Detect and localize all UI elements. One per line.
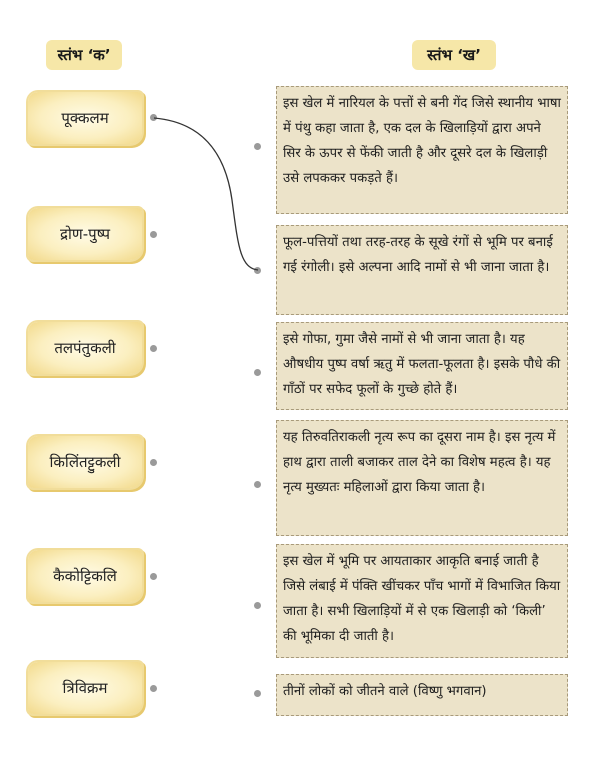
term-label: तलपंतुकली <box>54 339 116 357</box>
column-a-header: स्तंभ ‘क’ <box>46 40 122 70</box>
description-box-3 <box>276 322 568 410</box>
column-b-header: स्तंभ ‘ख’ <box>412 40 496 70</box>
description-box-5 <box>276 544 568 658</box>
description-text: तीनों लोकों को जीतने वाले (विष्णु भगवान) <box>283 684 487 699</box>
term-label: त्रिविक्रम <box>62 679 108 697</box>
term-label: पूक्कलम <box>61 109 109 127</box>
description-box-2 <box>276 225 568 315</box>
description-text: इस खेल में भूमि पर आयताकार आकृति बनाई जाती है जिसे लंबाई में पंक्ति खींचकर पाँच भागों में विभाजित किया जाता है। सभी खिलाड़ियों में से एक खिलाड़ी को ‘किली’ की भूमिका दी जाती है। <box>283 554 561 644</box>
description-text: यह तिरुवतिराकली नृत्य रूप का दूसरा नाम है। इस नृत्य में हाथ द्वारा ताली बजाकर ताल देने का विशेष महत्व है। यह नृत्य मुख्यतः महिलाओं द्वारा किया जाता है। <box>283 430 556 495</box>
term-label: द्रोण-पुष्प <box>60 225 110 243</box>
description-box-1 <box>276 86 568 214</box>
term-label: किलिंतट्टुकली <box>49 453 121 471</box>
description-box-4 <box>276 420 568 536</box>
description-text: इसे गोफा, गुमा जैसे नामों से भी जाना जाता है। यह औषधीय पुष्प वर्षा ऋतु में फलता-फूलता है। इसके पौधे की गाँठों पर सफेद फूलों के गुच्छे होते हैं। <box>283 332 561 397</box>
term-label: कैकोट्टिकलि <box>53 567 117 585</box>
description-text: फूल-पत्तियों तथा तरह-तरह के सूखे रंगों से भूमि पर बनाई गई रंगोली। इसे अल्पना आदि नामों से भी जाना जाता है। <box>283 235 553 275</box>
description-box-6 <box>276 674 568 716</box>
description-text: इस खेल में नारियल के पत्तों से बनी गेंद जिसे स्थानीय भाषा में पंथु कहा जाता है, एक दल के खिलाड़ियों द्वारा अपने सिर के ऊपर से फेंकी जाती है और दूसरे दल के खिलाड़ी उसे लपककर पकड़ते हैं। <box>283 96 561 186</box>
